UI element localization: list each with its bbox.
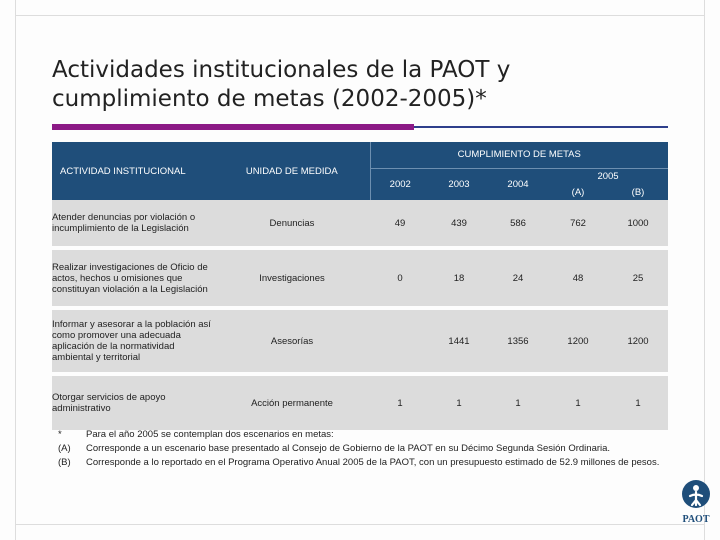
slide-frame-right (704, 0, 720, 540)
header-2005-a: (A) (548, 184, 608, 200)
metas-table-container (52, 142, 668, 430)
header-cumplimiento: CUMPLIMIENTO DE METAS (370, 142, 668, 168)
footnote-text: Para el año 2005 se contemplan dos escenarios en metas: (86, 429, 334, 440)
footnote (58, 430, 668, 440)
metas-table (52, 142, 668, 430)
row-unidad: Acción permanente (214, 376, 370, 430)
row-value-2002 (370, 310, 430, 372)
row-value-2004: 1356 (488, 310, 548, 372)
row-value-2004: 1 (488, 376, 548, 430)
header-2005-b: (B) (608, 184, 668, 200)
footnote (58, 444, 668, 454)
slide-frame-left (0, 0, 16, 540)
footnote-mark: * (58, 429, 62, 440)
footnote-mark: (B) (58, 457, 71, 468)
row-unidad: Denuncias (214, 200, 370, 246)
row-value-2005-b: 1200 (608, 310, 668, 372)
header-2002: 2002 (370, 168, 430, 200)
table-row (52, 200, 668, 246)
header-2004: 2004 (488, 168, 548, 200)
header-2003: 2003 (430, 168, 488, 200)
slide-frame-top (0, 0, 720, 16)
footnote-mark: (A) (58, 443, 71, 454)
row-value-2005-b: 1 (608, 376, 668, 430)
row-value-2004: 586 (488, 200, 548, 246)
header-unidad: UNIDAD DE MEDIDA (214, 142, 370, 200)
table-row (52, 250, 668, 306)
row-value-2005-a: 1 (548, 376, 608, 430)
slide-frame-bottom (0, 524, 720, 540)
row-value-2005-b: 1000 (608, 200, 668, 246)
footnote-text: Corresponde a lo reportado en el Programa Operativo Anual 2005 de la PAOT, con un presupuesto estimado de 52.9 millones de pesos. (86, 457, 660, 468)
row-value-2002: 1 (370, 376, 430, 430)
row-unidad: Asesorías (214, 310, 370, 372)
header-actividad: ACTIVIDAD INSTITUCIONAL (52, 142, 214, 200)
row-actividad: Informar y asesorar a la población así como promover una adecuada aplicación de la normatividad ambiental y territorial (52, 310, 214, 372)
footnote (58, 458, 668, 468)
row-value-2003: 18 (430, 250, 488, 306)
row-value-2003: 1 (430, 376, 488, 430)
footnote-text: Corresponde a un escenario base presentado al Consejo de Gobierno de la PAOT en su Décimo Segunda Sesión Ordinaria. (86, 443, 611, 454)
row-unidad: Investigaciones (214, 250, 370, 306)
title-underline-purple (52, 124, 414, 130)
row-value-2005-b: 25 (608, 250, 668, 306)
row-value-2004: 24 (488, 250, 548, 306)
row-value-2003: 439 (430, 200, 488, 246)
row-actividad: Atender denuncias por violación o incumplimiento de la Legislación (52, 200, 214, 246)
table-row (52, 376, 668, 430)
row-value-2005-a: 48 (548, 250, 608, 306)
title-underline-blue (414, 126, 668, 128)
row-actividad: Otorgar servicios de apoyo administrativo (52, 376, 214, 430)
header-2005: 2005 (548, 168, 668, 184)
paot-logo-text: PAOT (682, 514, 710, 525)
row-value-2005-a: 762 (548, 200, 608, 246)
table-row (52, 310, 668, 372)
footnotes (58, 430, 668, 472)
row-actividad: Realizar investigaciones de Oficio de actos, hechos u omisiones que constituyan violación a la Legislación (52, 250, 214, 306)
row-value-2005-a: 1200 (548, 310, 608, 372)
row-value-2002: 0 (370, 250, 430, 306)
row-value-2002: 49 (370, 200, 430, 246)
row-value-2003: 1441 (430, 310, 488, 372)
slide-title: Actividades institucionales de la PAOT y cumplimiento de metas (2002-2005)* (52, 57, 511, 112)
